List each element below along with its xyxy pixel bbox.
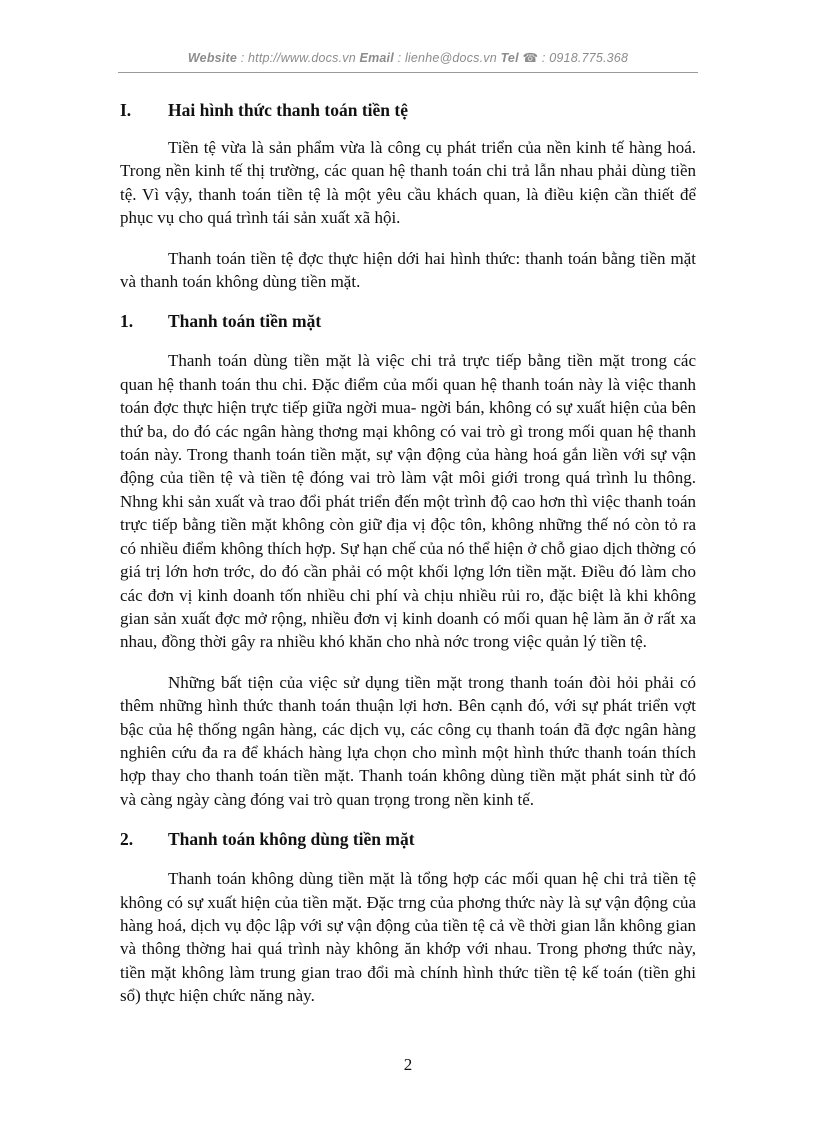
subsection-1-paragraph-1: Thanh toán dùng tiền mặt là việc chi trả trực tiếp bằng tiền mặt trong các quan hệ thanh toán thu chi. Đặc điểm của mối quan hệ thanh toán này là việc thanh toán đợc thực hiện trực tiếp giữa ngời mua- ngời bán, không có sự xuất hiện của bên thứ ba, do đó các ngân hàng thơng mại không có vai trò gì trong mối quan hệ thanh toán này. Trong thanh toán tiền mặt, sự vận động của hàng hoá gắn liền với sự vận động của tiền tệ và tiền tệ đóng vai trò làm vật môi giới trong quá trình lu thông. Nhng khi sản xuất và trao đổi phát triển đến một trình độ cao hơn thì việc thanh toán trực tiếp bằng tiền mặt không còn giữ địa vị độc tôn, không những thế nó còn tỏ ra có nhiều điểm không thích hợp. Sự hạn chế của nó thể hiện ở chỗ giao dịch thờng có giá trị lớn hơn trớc, do đó cần phải có một khối lợng lớn tiền mặt. Điều đó làm cho các đơn vị kinh doanh tốn nhiều chi phí và chịu nhiều rủi ro, đặc biệt là khi không gian sản xuất đợc mở rộng, nhiều đơn vị kinh doanh có mối quan hệ làm ăn ở rất xa nhau, đồng thời gây ra nhiều khó khăn cho nhà nớc trong việc quản lý tiền tệ. [120,351,696,652]
website-label: Website [187,51,237,65]
section-title: Hai hình thức thanh toán tiền tệ [168,100,408,120]
document-body [120,100,696,1008]
section-paragraph-1: Tiền tệ vừa là sản phẩm vừa là công cụ phát triển của nền kinh tế hàng hoá. Trong nền kinh tế thị trường, các quan hệ thanh toán chi trả lẫn nhau phải dùng tiền tệ. Vì vậy, thanh toán tiền tệ là một yêu cầu khách quan, là điều kiện cần thiết để phục vụ cho quá trình tái sản xuất xã hội. [120,138,696,228]
subsection-1-title: Thanh toán tiền mặt [168,311,322,332]
email-value: : lienhe@docs.vn [397,51,497,65]
subsection-2-title: Thanh toán không dùng tiền mặt [168,829,415,850]
section-paragraph-2: Thanh toán tiền tệ đợc thực hiện dới hai hình thức: thanh toán bằng tiền mặt và thanh toán không dùng tiền mặt. [120,248,696,292]
section-number: I. [120,100,132,120]
website-value: : http://www.docs.vn [240,51,356,65]
tel-value: ☎ : 0918.775.368 [522,51,629,65]
subsection-1-number: 1. [120,311,134,332]
email-label: Email [359,51,394,65]
page-number: 2 [403,1055,413,1074]
subsection-1-paragraph-2: Những bất tiện của việc sử dụng tiền mặt trong thanh toán đòi hỏi phải có thêm những hình thức thanh toán thuận lợi hơn. Bên cạnh đó, với sự phát triển vợt bậc của hệ thống ngân hàng, các dịch vụ, các công cụ thanh toán đã đợc ngân hàng nghiên cứu đa ra để khách hàng lựa chọn cho mình một hình thức thanh toán thích hợp thay cho thanh toán tiền mặt. Thanh toán không dùng tiền mặt phát sinh từ đó và càng ngày càng đóng vai trò quan trọng trong nền kinh tế. [120,672,696,809]
section-heading [120,100,696,121]
subsection-2-paragraph-1: Thanh toán không dùng tiền mặt là tổng hợp các mối quan hệ chi trả tiền tệ không có sự xuất hiện của tiền mặt. Đặc trng của phơng thức này là sự vận động của hàng hoá, dịch vụ độc lập với sự vận động của tiền tệ cả về thời gian lẫn không gian và thông thờng hai quá trình này không ăn khớp với nhau. Trong phơng thức này, tiền mặt không làm trung gian trao đổi mà chính hình thức tiền tệ kế toán (tiền ghi sổ) thực hiện chức năng này. [120,869,696,1006]
subsection-2-heading [120,829,696,850]
subsection-2-number: 2. [120,829,134,850]
header-rule [118,72,698,73]
subsection-1-heading [120,311,696,332]
page-header [0,50,816,65]
tel-label: Tel [500,51,519,65]
